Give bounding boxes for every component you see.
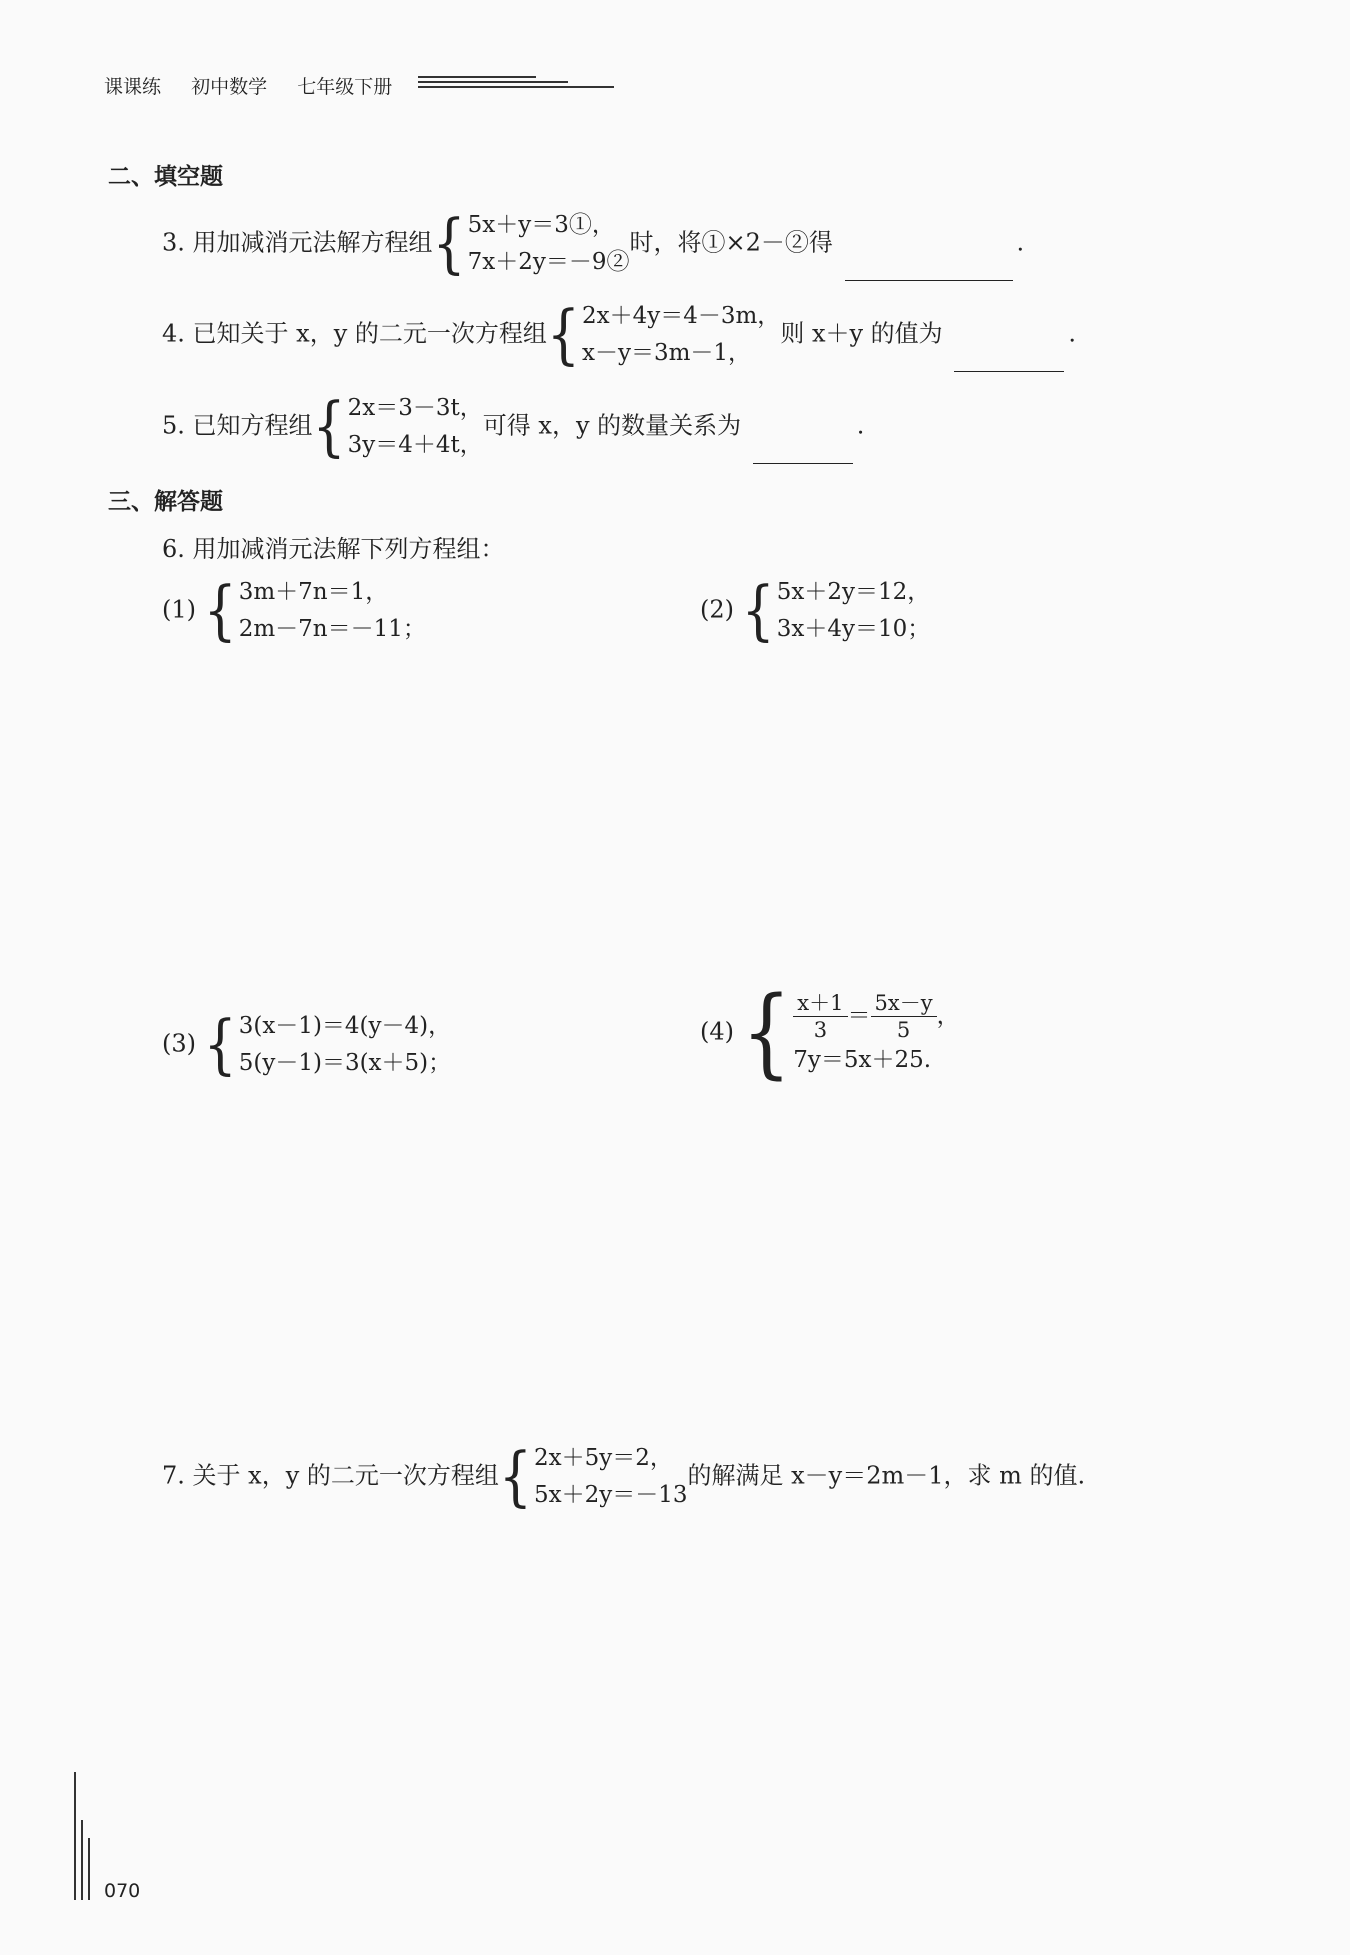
numerator: x＋1 [793,990,847,1017]
equation-system [433,207,630,281]
equation-system [547,298,780,372]
question-text: 时，将①×2－②得 [629,228,833,257]
equation: x－y＝3m－1， [582,339,752,366]
numerator: 5x－y [871,990,937,1017]
brace-icon: { [741,976,792,1090]
question-text: 用加减消元法解方程组 [192,228,433,257]
equation: 2m－7n＝－11； [238,615,426,642]
period: . [856,411,865,440]
brace-icon: { [203,573,237,649]
margin-line [88,1838,90,1900]
brace-icon: { [546,297,580,373]
equation: 3m＋7n＝1， [238,579,389,605]
header-grade: 七年级下册 [297,76,393,98]
question-6-part-4 [700,976,960,1090]
margin-line [81,1820,83,1900]
equation-fractional [793,990,959,1044]
brace-icon: { [498,1439,532,1515]
equation: 3x＋4y＝10； [776,615,931,642]
question-4 [162,298,1076,372]
comma: ， [936,1002,960,1029]
equation-system [204,574,426,648]
equation: 2x＝3－3t， [347,395,483,421]
header-level: 初中数学 [191,76,268,98]
part-label: (1) [162,595,196,624]
equation: 3(x－1)＝4(y－4)， [238,1013,452,1039]
equation-system [742,574,931,648]
equation-system [313,390,483,464]
equation-system [499,1440,688,1514]
question-5 [162,390,864,464]
question-text: 已知关于 x，y 的二元一次方程组 [192,319,547,348]
period: . [1068,319,1076,348]
brace-icon: { [741,573,775,649]
question-number: 5. [162,411,185,440]
question-number: 4. [162,319,185,348]
equation: 5x＋2y＝12， [776,579,931,605]
header-rule [418,76,614,92]
equation: 2x＋5y＝2， [533,1445,673,1471]
question-text: 的解满足 x－y＝2m－1，求 m 的值. [687,1461,1086,1490]
question-6-prompt: 6. 用加减消元法解下列方程组： [162,535,505,563]
equation: 5(y－1)＝3(x＋5)； [238,1049,452,1076]
equation: 7x＋2y＝－9② [467,248,630,275]
part-label: (3) [162,1029,196,1058]
question-6-part-2 [700,574,930,648]
equals-sign: ＝ [847,1002,871,1029]
equation-system [204,1008,451,1082]
section-title-solve: 三、解答题 [108,489,223,515]
section-title-fill-blank: 二、填空题 [108,164,223,190]
equation: 3y＝4＋4t， [347,431,483,458]
question-text: 则 x＋y 的值为 [780,319,943,348]
answer-blank[interactable] [753,463,853,464]
question-6-part-3 [162,1008,451,1082]
header-book: 课课练 [104,76,162,98]
brace-icon: { [312,389,346,465]
fraction [871,990,937,1044]
question-text: 7. 关于 x，y 的二元一次方程组 [162,1461,499,1490]
answer-blank[interactable] [954,371,1064,372]
question-6-part-1 [162,574,426,648]
equation-system [741,976,960,1090]
equation: 5x＋y＝3①， [467,212,615,238]
margin-line [74,1772,76,1900]
question-text: 可得 x，y 的数量关系为 [482,411,742,440]
question-3 [162,207,1024,281]
equation: 2x＋4y＝4－3m， [582,303,781,329]
equation: 7y＝5x＋25. [793,1046,932,1073]
part-label: (2) [700,595,734,624]
answer-blank[interactable] [845,280,1013,281]
equation: 5x＋2y＝－13 [533,1481,688,1508]
denominator: 3 [813,1018,828,1043]
brace-icon: { [203,1007,237,1083]
question-7 [162,1440,1085,1514]
question-text: 已知方程组 [192,411,313,440]
question-number: 3. [162,228,185,257]
denominator: 5 [896,1018,911,1043]
part-label: (4) [700,1017,734,1046]
header [104,72,392,99]
period: . [1016,228,1025,257]
fraction [793,990,847,1044]
page-number: 070 [104,1880,141,1902]
brace-icon: { [432,206,466,282]
